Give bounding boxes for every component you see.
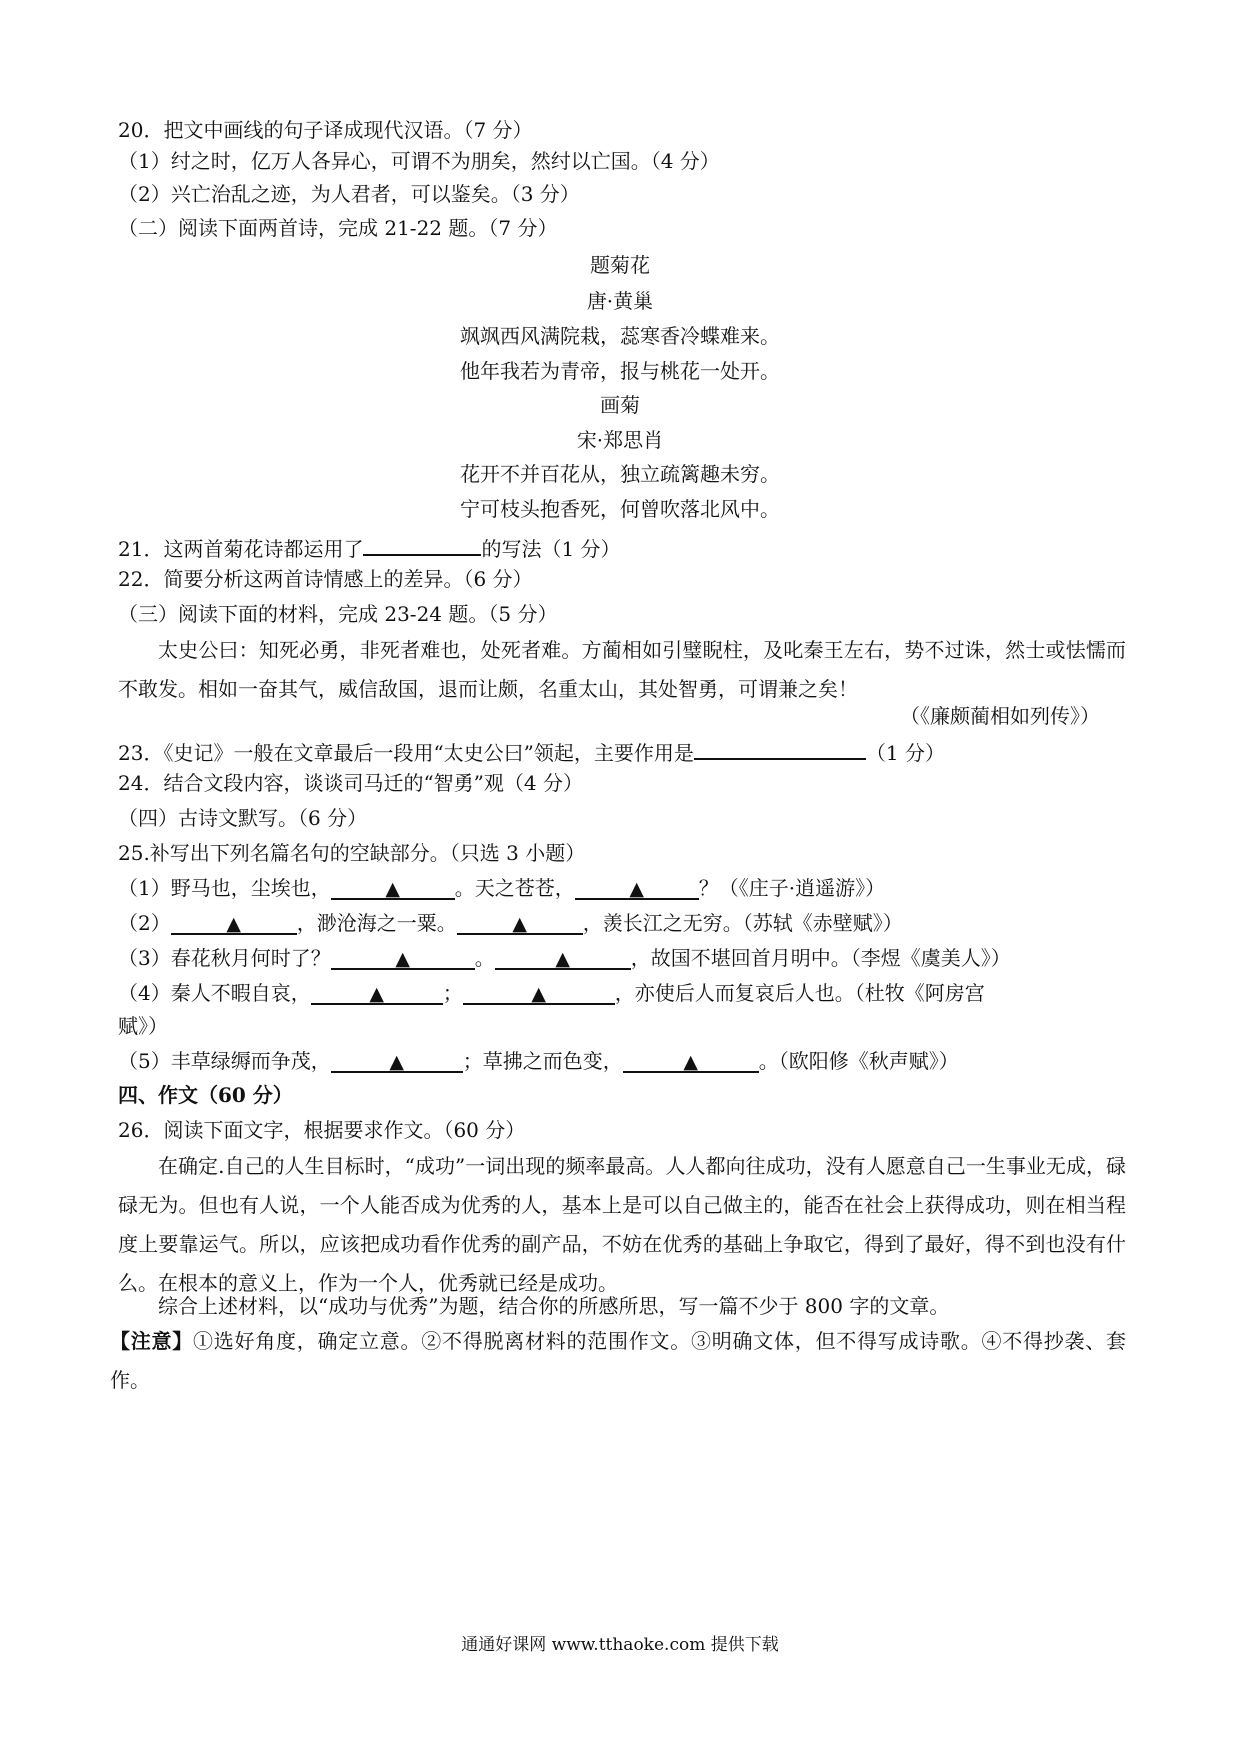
note-label: 【注意】 — [110, 1329, 193, 1353]
q25-item-2-blank-1[interactable] — [171, 909, 297, 935]
q25-item-4-text-c: ，亦使后人而复哀后人也。（杜牧《阿房宫 — [614, 981, 985, 1005]
q25-item-3 — [118, 944, 1011, 972]
blank-marker-icon: ▲ — [385, 878, 401, 900]
q25-item-3-text-b: 。 — [474, 946, 495, 970]
q23-text-pre: 23．《史记》一般在文章最后一段用“太史公曰”领起，主要作用是 — [118, 741, 694, 765]
poem2-line-1: 花开不并百花从，独立疏篱趣未穷。 — [460, 462, 780, 486]
q25-item-2-blank-2[interactable] — [457, 909, 583, 935]
q25-item-1-text-a: （1）野马也，尘埃也， — [118, 876, 331, 900]
blank-marker-icon: ▲ — [369, 983, 385, 1005]
q25-item-2 — [118, 909, 903, 937]
poem2-title: 画菊 — [600, 393, 640, 417]
footer-source: 通通好课网 www.tthaoke.com 提供下载 — [461, 1635, 779, 1655]
q21-text-pre: 21．这两首菊花诗都运用了 — [118, 537, 364, 561]
part-4-title: 四、作文（60 分） — [118, 1083, 293, 1107]
blank-marker-icon: ▲ — [389, 1051, 405, 1073]
q25-item-5 — [118, 1047, 959, 1075]
q25-item-1-blank-2[interactable] — [575, 874, 699, 900]
q25-item-3-text-a: （3）春花秋月何时了？ — [118, 946, 331, 970]
q26-material: 在确定.自己的人生目标时，“成功”一词出现的频率最高。人人都向往成功，没有人愿意自己一生事业无成，碌碌无为。但也有人说，一个人能否成为优秀的人，基本上是可以自己做主的，能否在社会上获得成功，则在相当程度上要靠运气。所以，应该把成功看作优秀的副产品，不妨在优秀的基础上争取它，得到了最好，得不到也没有什么。在根本的意义上，作为一个人，优秀就已经是成功。 — [118, 1154, 1126, 1295]
q22: 22．简要分析这两首诗情感上的差异。（6 分） — [118, 567, 533, 591]
q25-item-1-text-b: 。天之苍苍， — [454, 876, 575, 900]
q25-title: 25.补写出下列名篇名句的空缺部分。（只选 3 小题） — [118, 841, 586, 865]
q25-item-1 — [118, 874, 885, 902]
q25-item-2-text-a: （2） — [118, 911, 171, 935]
poem1-title: 题菊花 — [590, 253, 650, 277]
q23-text-post: （1 分） — [865, 741, 945, 765]
blank-marker-icon: ▲ — [629, 878, 645, 900]
q26-requirement: 综合上述材料，以“成功与优秀”为题，结合你的所感所思，写一篇不少于 800 字的文章。 — [158, 1294, 950, 1318]
q20-item-2: （2）兴亡治乱之迹，为人君者，可以鉴矣。（3 分） — [118, 182, 580, 206]
q24: 24．结合文段内容，谈谈司马迁的“智勇”观（4 分） — [118, 771, 583, 795]
q23-answer-blank[interactable] — [694, 734, 866, 760]
q25-item-1-blank-1[interactable] — [331, 874, 455, 900]
section-4-title: （四）古诗文默写。（6 分） — [118, 806, 368, 830]
poem1-line-1: 飒飒西风满院栽，蕊寒香冷蝶难来。 — [460, 324, 780, 348]
q25-item-4-text-b: ； — [442, 981, 463, 1005]
q26-note — [110, 1322, 1126, 1400]
q25-item-3-blank-1[interactable] — [331, 944, 475, 970]
q25-item-1-text-c: ？（《庄子·逍遥游》） — [698, 876, 886, 900]
q21-text-post: 的写法（1 分） — [481, 537, 621, 561]
blank-marker-icon: ▲ — [531, 983, 547, 1005]
q25-item-2-text-b: ，渺沧海之一粟。 — [296, 911, 457, 935]
q23 — [118, 734, 945, 767]
q25-item-4-text-a: （4）秦人不暇自哀， — [118, 981, 311, 1005]
q20-title: 20．把文中画线的句子译成现代汉语。（7 分） — [118, 118, 533, 142]
q25-item-2-text-c: ，羡长江之无穷。（苏轼《赤壁赋》） — [582, 911, 903, 935]
q25-item-4-blank-2[interactable] — [463, 979, 615, 1005]
q25-item-3-blank-2[interactable] — [495, 944, 631, 970]
q21 — [118, 530, 621, 563]
section-3-passage: 太史公曰：知死必勇，非死者难也，处死者难。方蔺相如引璧睨柱，及叱秦王左右，势不过诛，然士或怯懦而不敢发。相如一奋其气，威信敌国，退而让颇，名重太山，其处智勇，可谓兼之矣！ — [118, 638, 1126, 701]
blank-marker-icon: ▲ — [395, 948, 411, 970]
poem2-line-2: 宁可枝头抱香死，何曾吹落北风中。 — [460, 497, 780, 521]
blank-marker-icon: ▲ — [555, 948, 571, 970]
q25-item-3-text-c: ，故国不堪回首月明中。（李煜《虞美人》） — [630, 946, 1011, 970]
passage-source: （《廉颇蔺相如列传》） — [900, 704, 1100, 728]
blank-marker-icon: ▲ — [512, 913, 528, 935]
q25-item-4-continued: 赋》） — [118, 1014, 168, 1038]
blank-marker-icon: ▲ — [226, 913, 242, 935]
q25-item-5-text-a: （5）丰草绿缛而争茂， — [118, 1049, 331, 1073]
q25-item-5-blank-2[interactable] — [623, 1047, 759, 1073]
blank-marker-icon: ▲ — [683, 1051, 699, 1073]
q25-item-5-text-c: 。（欧阳修《秋声赋》） — [758, 1049, 959, 1073]
q21-answer-blank[interactable] — [363, 530, 481, 556]
q25-item-5-blank-1[interactable] — [331, 1047, 463, 1073]
poem1-author: 唐·黄巢 — [586, 289, 654, 313]
q25-item-5-text-b: ；草拂之而色变， — [462, 1049, 623, 1073]
section-3-title: （三）阅读下面的材料，完成 23-24 题。（5 分） — [118, 602, 558, 626]
q20-item-1: （1）纣之时，亿万人各异心，可谓不为朋矣，然纣以亡国。（4 分） — [118, 149, 720, 173]
q25-item-4 — [118, 979, 985, 1007]
q25-item-4-blank-1[interactable] — [311, 979, 443, 1005]
q26-title: 26．阅读下面文字，根据要求作文。（60 分） — [118, 1118, 526, 1142]
poem1-line-2: 他年我若为青帝，报与桃花一处开。 — [460, 359, 780, 383]
poem2-author: 宋·郑思肖 — [576, 428, 664, 452]
note-text: ①选好角度，确定立意。②不得脱离材料的范围作文。③明确文体，但不得写成诗歌。④不得抄袭、套作。 — [110, 1329, 1126, 1392]
section-2-title: （二）阅读下面两首诗，完成 21-22 题。（7 分） — [118, 216, 558, 240]
